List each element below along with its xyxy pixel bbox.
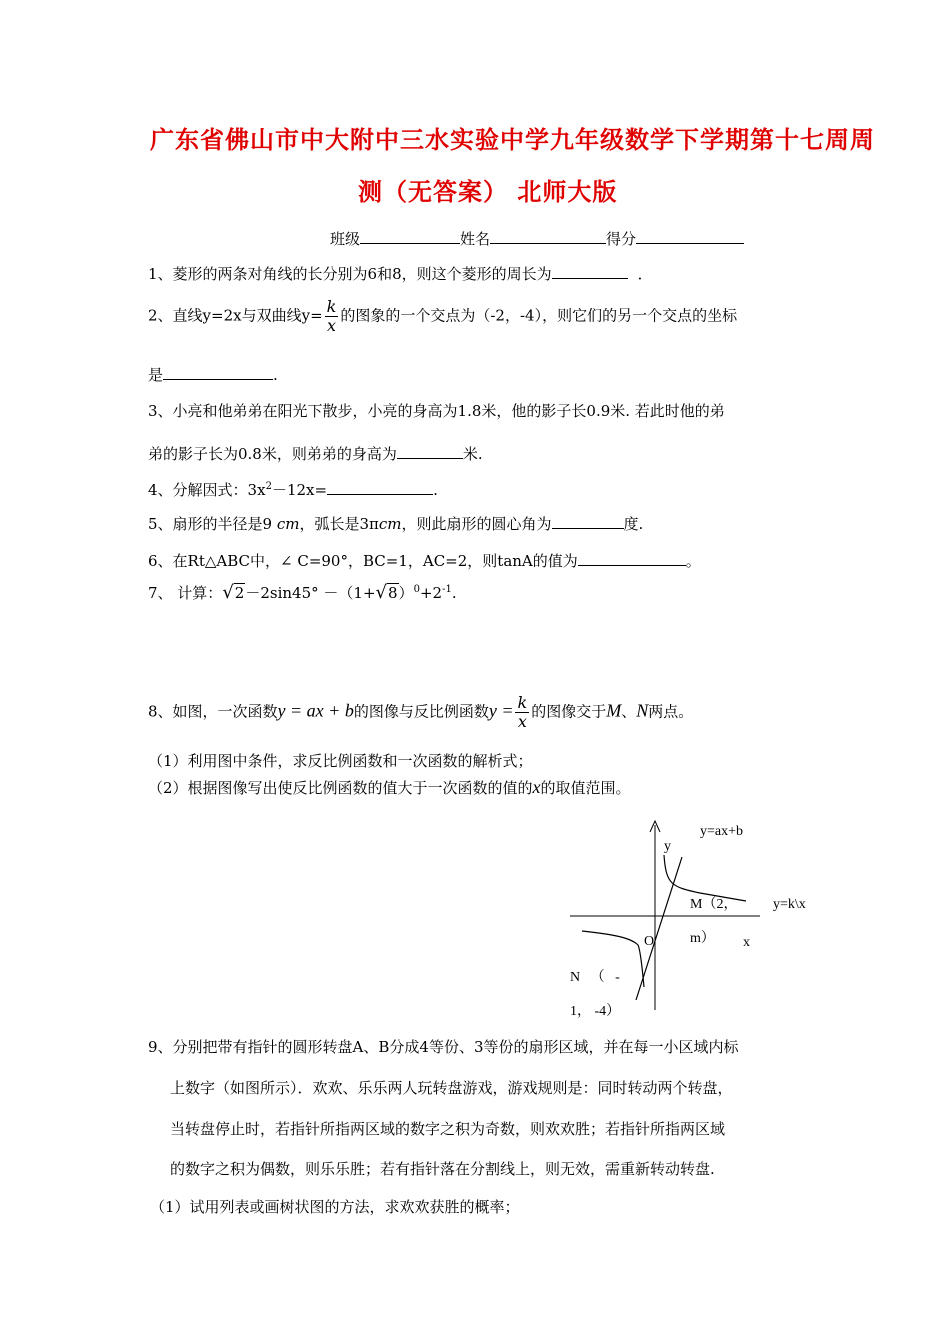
graph-label-m-line2: m） [690,931,715,946]
question-5-text: 5、扇形的半径是9 [148,515,277,533]
question-1-blank[interactable] [552,262,628,279]
question-2-text: 2、直线y=2x与双曲线y= [148,306,323,325]
question-9-sub1: （1）试用列表或画树状图的方法，求欢欢获胜的概率； [150,1198,520,1216]
point-m-label: M [606,700,622,721]
score-blank[interactable] [636,227,744,244]
question-8-sub2-text: （2）根据图像写出使反比例函数的值大于一次函数的值的 [148,779,533,797]
question-2-text-cont: 的图象的一个交点为（-2，-4），则它们的另一个交点的坐标 [340,306,738,325]
graph-label-y: y [664,839,671,854]
question-7-text-plus: +2 [419,584,443,602]
question-8-text-mid: 的图像与反比例函数 [353,702,489,721]
student-info-row [330,227,744,249]
question-3-line1: 3、小亮和他弟弟在阳光下散步，小亮的身高为1.8米，他的影子长0.9米. 若此时他的弟 [148,402,725,420]
question-4-text-cont: －12x= [271,481,328,499]
question-1 [148,262,653,284]
question-3-text: 弟的影子长为0.8米，则弟弟的身高为 [148,445,397,463]
question-5-text-cont: ，则此扇形的圆心角为 [401,515,552,533]
score-label: 得分 [606,230,637,248]
class-label: 班级 [330,230,361,248]
graph-label-origin: O [644,934,655,949]
graph-label-n-line1: N （ - [570,970,620,985]
name-blank[interactable] [490,227,606,244]
question-5-end: 度. [623,515,644,533]
question-7 [148,582,457,603]
question-8-linear-function: y = ax + b [277,700,354,721]
question-2-fraction [325,298,339,335]
question-5-unit: cm [276,515,300,533]
question-2 [148,298,737,335]
question-8-separator: 、 [621,702,637,721]
graph-label-n-line2: 1， -4） [570,1004,621,1019]
question-8-sub1: （1）利用图中条件，求反比例函数和一次函数的解析式； [148,752,533,770]
graph-label-linear: y=ax+b [700,824,744,839]
question-2-line2 [148,363,278,385]
hyperbola-branch-1 [664,855,746,901]
question-3-line2 [148,442,483,464]
question-1-end: ． [637,265,653,283]
function-graph [560,815,830,1030]
question-5-blank[interactable] [552,512,624,529]
question-8 [148,694,693,731]
question-8-end: 两点。 [648,702,694,721]
question-6-blank[interactable] [578,549,686,566]
class-blank[interactable] [360,227,460,244]
question-6-text: 6、在Rt△ABC中，∠ C=90°，BC=1，AC=2，则tanA的值为 [148,552,578,570]
fraction-denominator: x [517,712,527,731]
page-title-line1: 广东省佛山市中大附中三水实验中学九年级数学下学期第十七周周 [150,125,875,154]
sqrt-sign-icon-2: √ [375,582,387,603]
question-9-line4: 的数字之积为偶数，则乐乐胜；若有指针落在分割线上，则无效，需重新转动转盘. [170,1160,715,1178]
point-n-label: N [636,700,649,721]
question-9-line3: 当转盘停止时，若指针所指两区域的数字之积为奇数，则欢欢胜；若指针所指两区域 [170,1120,726,1138]
question-6-end: 。 [685,552,701,570]
variable-x: x [532,777,541,797]
question-8-sub2 [148,777,631,798]
graph-label-inverse: y=k\x [773,897,806,912]
question-4-blank[interactable] [327,478,433,495]
sqrt-radicand-1: 2 [234,584,245,602]
linear-function-line [636,857,682,1000]
question-5-unit-2: cm [378,515,402,533]
question-5-text-mid: ，弧长是3π [299,515,379,533]
sqrt-sign-icon: √ [222,582,234,603]
question-4-exponent: 2 [265,481,272,492]
fraction-numerator: k [326,297,337,316]
question-8-sub2-end: 的取值范围。 [540,779,631,797]
question-8-text-cont: 的图像交于 [531,702,607,721]
question-7-exponent-1: 0 [413,584,420,595]
question-4-end: . [433,481,438,499]
question-8-text: 8、如图，一次函数 [148,702,278,721]
graph-label-x: x [743,935,750,950]
question-7-end: . [451,584,457,602]
question-9-line2: 上数字（如图所示）．欢欢、乐乐两人玩转盘游戏，游戏规则是：同时转动两个转盘， [170,1079,733,1097]
page-title-line2: 测（无答案） 北师大版 [358,177,618,206]
graph-label-m-line1: M（2， [690,897,738,912]
question-2-blank[interactable] [163,363,273,380]
question-2-end: . [273,366,278,384]
question-1-text: 1、菱形的两条对角线的长分别为6和8，则这个菱形的周长为 [148,265,552,283]
question-2-line2-text: 是 [148,366,164,384]
question-4-text: 4、分解因式：3x [148,481,266,499]
question-8-inverse-lhs: y = [488,700,514,721]
question-5 [148,512,643,534]
question-6 [148,549,701,571]
fraction-denominator: x [326,316,336,335]
name-label: 姓名 [460,230,491,248]
question-7-text-cont: ） [398,584,414,602]
question-7-text: 7、 计算： [148,584,223,602]
fraction-numerator: k [517,693,528,712]
question-7-exponent-2: -1 [442,584,452,595]
question-9-line1: 9、分别把带有指针的圆形转盘A、B分成4等份、3等份的扇形区域，并在每一小区域内标 [148,1038,739,1056]
question-8-fraction [515,694,529,731]
question-4 [148,478,438,500]
question-3-end: 米. [462,445,483,463]
question-3-blank[interactable] [397,442,463,459]
sqrt-radicand-2: 8 [388,584,398,602]
question-7-text-mid: －2sin45° －（1+ [245,584,376,602]
